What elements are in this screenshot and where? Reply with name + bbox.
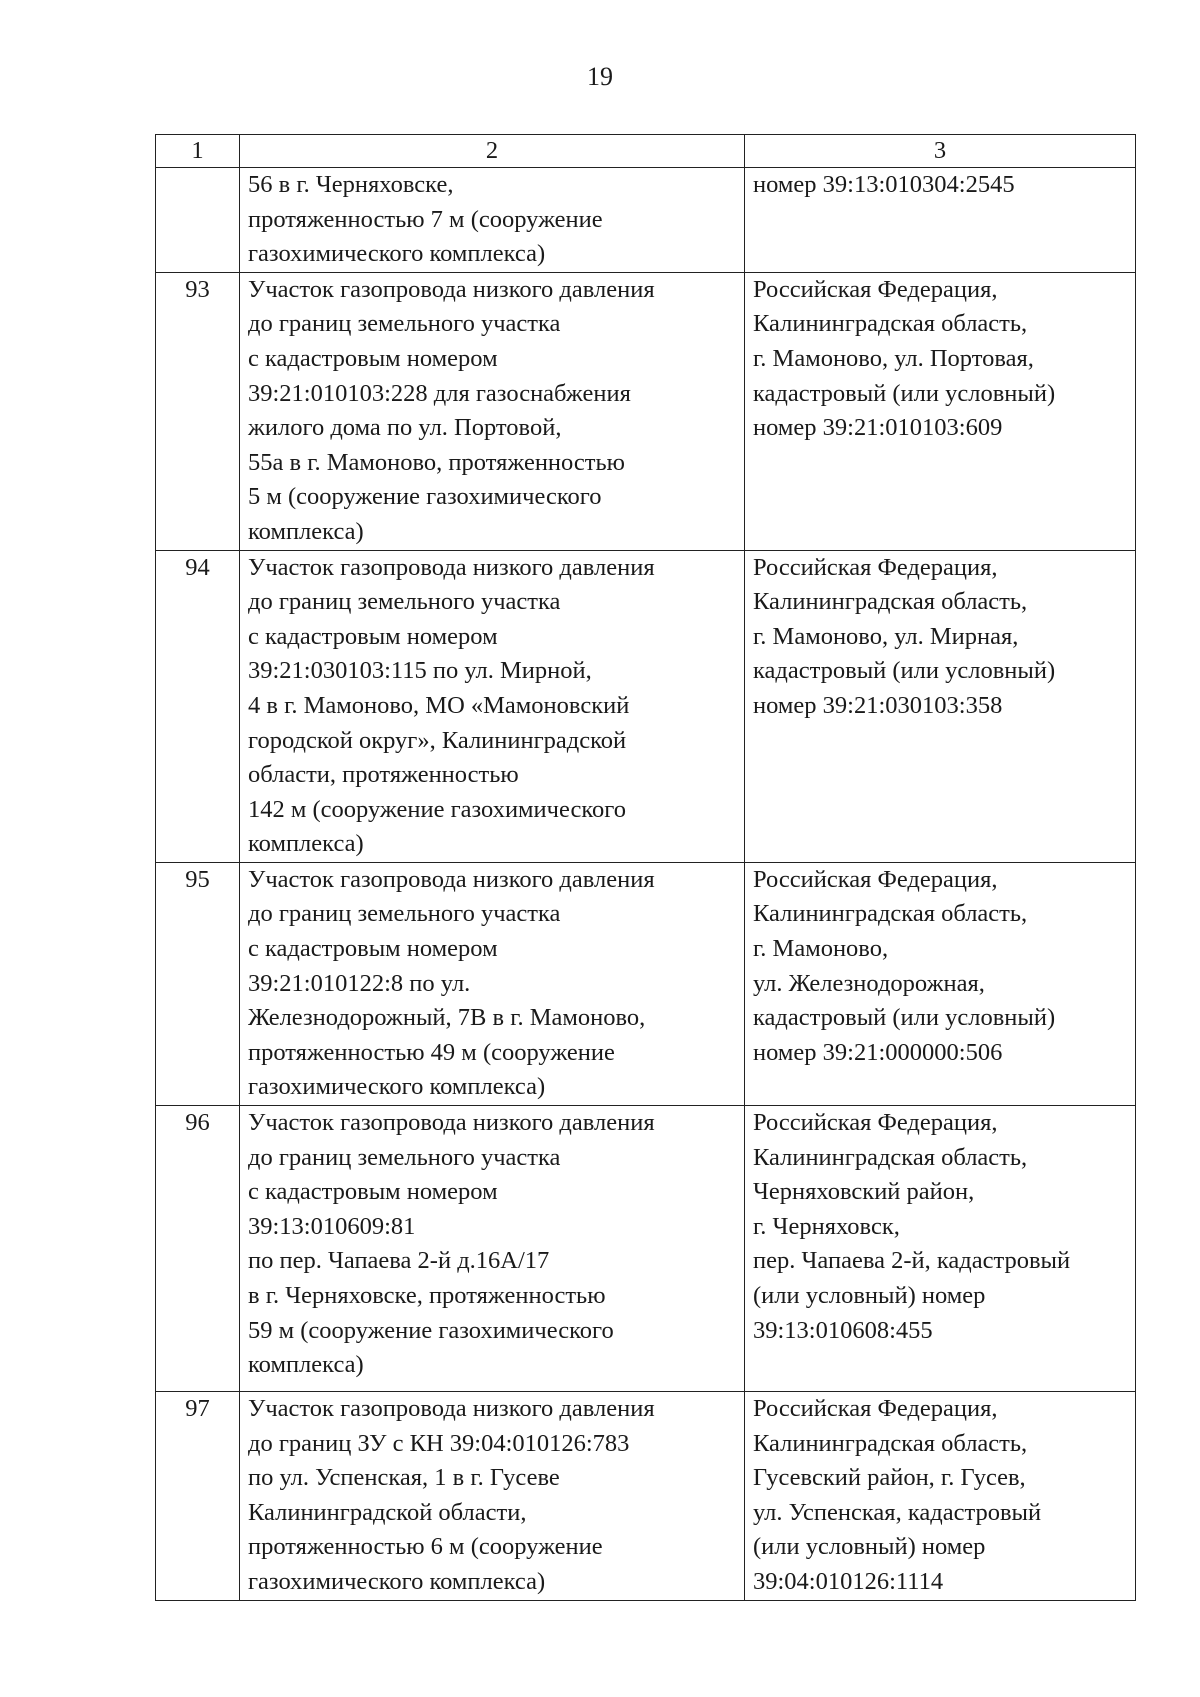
description-line: по пер. Чапаева 2-й д.16А/17 xyxy=(248,1247,550,1275)
row-number xyxy=(156,168,240,273)
registry-table xyxy=(155,134,1136,1601)
location-line: номер 39:21:010103:609 xyxy=(753,414,1003,442)
object-description xyxy=(240,1106,745,1392)
page-number: 19 xyxy=(587,62,613,91)
description-line: комплекса) xyxy=(248,1351,364,1379)
object-location xyxy=(745,272,1136,550)
location-line: Калининградская область, xyxy=(753,900,1028,928)
table-body xyxy=(156,168,1136,1601)
description-line: до границ ЗУ с КН 39:04:010126:783 xyxy=(248,1429,630,1457)
description-line: 39:21:010122:8 по ул. xyxy=(248,969,471,997)
location-line: ул. Железнодорожная, xyxy=(753,969,985,997)
location-line: Российская Федерация, xyxy=(753,553,998,581)
description-line: газохимического комплекса) xyxy=(248,1073,546,1101)
location-line: Калининградская область, xyxy=(753,310,1028,338)
description-line: до границ земельного участка xyxy=(248,310,561,338)
location-line: г. Черняховск, xyxy=(753,1212,900,1240)
location-line: Калининградская область, xyxy=(753,588,1028,616)
description-line: с кадастровым номером xyxy=(248,935,498,963)
location-line: Российская Федерация, xyxy=(753,865,998,893)
object-description xyxy=(240,862,745,1105)
object-description xyxy=(240,272,745,550)
location-line: номер 39:13:010304:2545 xyxy=(753,171,1015,198)
description-line: 5 м (сооружение газохимического xyxy=(248,483,602,511)
description-line: 142 м (сооружение газохимического xyxy=(248,795,626,823)
description-line: Железнодорожный, 7В в г. Мамоново, xyxy=(248,1004,646,1032)
description-line: Участок газопровода низкого давления xyxy=(248,1109,655,1137)
row-number: 97 xyxy=(156,1392,240,1601)
location-line: номер 39:21:030103:358 xyxy=(753,691,1003,719)
location-line: Калининградская область, xyxy=(753,1143,1028,1171)
description-line: 39:21:010103:228 для газоснабжения xyxy=(248,379,631,407)
row-number: 94 xyxy=(156,550,240,862)
description-line: в г. Черняховске, протяженностью xyxy=(248,1282,606,1309)
description-line: комплекса) xyxy=(248,830,364,858)
row-number: 95 xyxy=(156,862,240,1105)
location-line: Российская Федерация, xyxy=(753,275,998,303)
object-location xyxy=(745,1106,1136,1392)
object-location xyxy=(745,168,1136,273)
object-location xyxy=(745,1392,1136,1601)
table-header-row xyxy=(156,135,1136,168)
description-line: газохимического комплекса) xyxy=(248,240,546,268)
description-line: газохимического комплекса) xyxy=(248,1568,546,1595)
location-line: кадастровый (или условный) xyxy=(753,379,1056,407)
location-line: г. Мамоново, ул. Мирная, xyxy=(753,622,1019,650)
location-line: Российская Федерация, xyxy=(753,1395,998,1423)
description-line: Калининградской области, xyxy=(248,1498,527,1526)
location-line: 39:04:010126:1114 xyxy=(753,1568,944,1595)
object-description xyxy=(240,1392,745,1601)
description-line: Участок газопровода низкого давления xyxy=(248,275,655,303)
description-line: протяженностью 49 м (сооружение xyxy=(248,1038,615,1066)
description-line: с кадастровым номером xyxy=(248,622,498,650)
description-line: Участок газопровода низкого давления xyxy=(248,1395,655,1423)
description-line: 39:21:030103:115 по ул. Мирной, xyxy=(248,657,592,685)
description-line: с кадастровым номером xyxy=(248,1178,498,1206)
column-header-location: 3 xyxy=(745,135,1136,168)
column-header-description: 2 xyxy=(240,135,745,168)
object-description xyxy=(240,550,745,862)
description-line: комплекса) xyxy=(248,517,364,545)
row-number: 96 xyxy=(156,1106,240,1392)
description-line: с кадастровым номером xyxy=(248,344,498,372)
column-header-number: 1 xyxy=(156,135,240,168)
description-line: до границ земельного участка xyxy=(248,588,561,616)
location-line: Калининградская область, xyxy=(753,1429,1028,1457)
object-description xyxy=(240,168,745,273)
location-line: г. Мамоново, xyxy=(753,935,889,963)
description-line: области, протяженностью xyxy=(248,761,519,789)
object-location xyxy=(745,862,1136,1105)
table-row xyxy=(156,272,1136,550)
description-line: протяженностью 7 м (сооружение xyxy=(248,205,603,233)
description-line: городской округ», Калининградской xyxy=(248,726,627,754)
description-line: по ул. Успенская, 1 в г. Гусеве xyxy=(248,1464,560,1492)
location-line: Гусевский район, г. Гусев, xyxy=(753,1464,1026,1492)
table-row xyxy=(156,550,1136,862)
location-line: кадастровый (или условный) xyxy=(753,1004,1056,1032)
row-number: 93 xyxy=(156,272,240,550)
description-line: протяженностью 6 м (сооружение xyxy=(248,1533,603,1561)
location-line: Черняховский район, xyxy=(753,1178,975,1206)
description-line: Участок газопровода низкого давления xyxy=(248,865,655,893)
location-line: номер 39:21:000000:506 xyxy=(753,1038,1003,1066)
description-line: 59 м (сооружение газохимического xyxy=(248,1316,614,1344)
table-row xyxy=(156,1106,1136,1392)
location-line: ул. Успенская, кадастровый xyxy=(753,1498,1042,1526)
description-line: до границ земельного участка xyxy=(248,1143,561,1171)
description-line: 56 в г. Черняховске, xyxy=(248,171,454,198)
location-line: пер. Чапаева 2-й, кадастровый xyxy=(753,1247,1071,1275)
description-line: 39:13:010609:81 xyxy=(248,1212,416,1240)
location-line: (или условный) номер xyxy=(753,1533,986,1561)
location-line: (или условный) номер xyxy=(753,1282,986,1309)
table-row xyxy=(156,1392,1136,1601)
location-line: г. Мамоново, ул. Портовая, xyxy=(753,344,1034,372)
table-row xyxy=(156,862,1136,1105)
location-line: Российская Федерация, xyxy=(753,1109,998,1137)
description-line: жилого дома по ул. Портовой, xyxy=(248,414,562,442)
table-row xyxy=(156,168,1136,273)
location-line: кадастровый (или условный) xyxy=(753,657,1056,685)
object-location xyxy=(745,550,1136,862)
description-line: Участок газопровода низкого давления xyxy=(248,553,655,581)
description-line: до границ земельного участка xyxy=(248,900,561,928)
description-line: 4 в г. Мамоново, МО «Мамоновский xyxy=(248,691,630,719)
description-line: 55а в г. Мамоново, протяженностью xyxy=(248,448,625,476)
location-line: 39:13:010608:455 xyxy=(753,1316,933,1344)
